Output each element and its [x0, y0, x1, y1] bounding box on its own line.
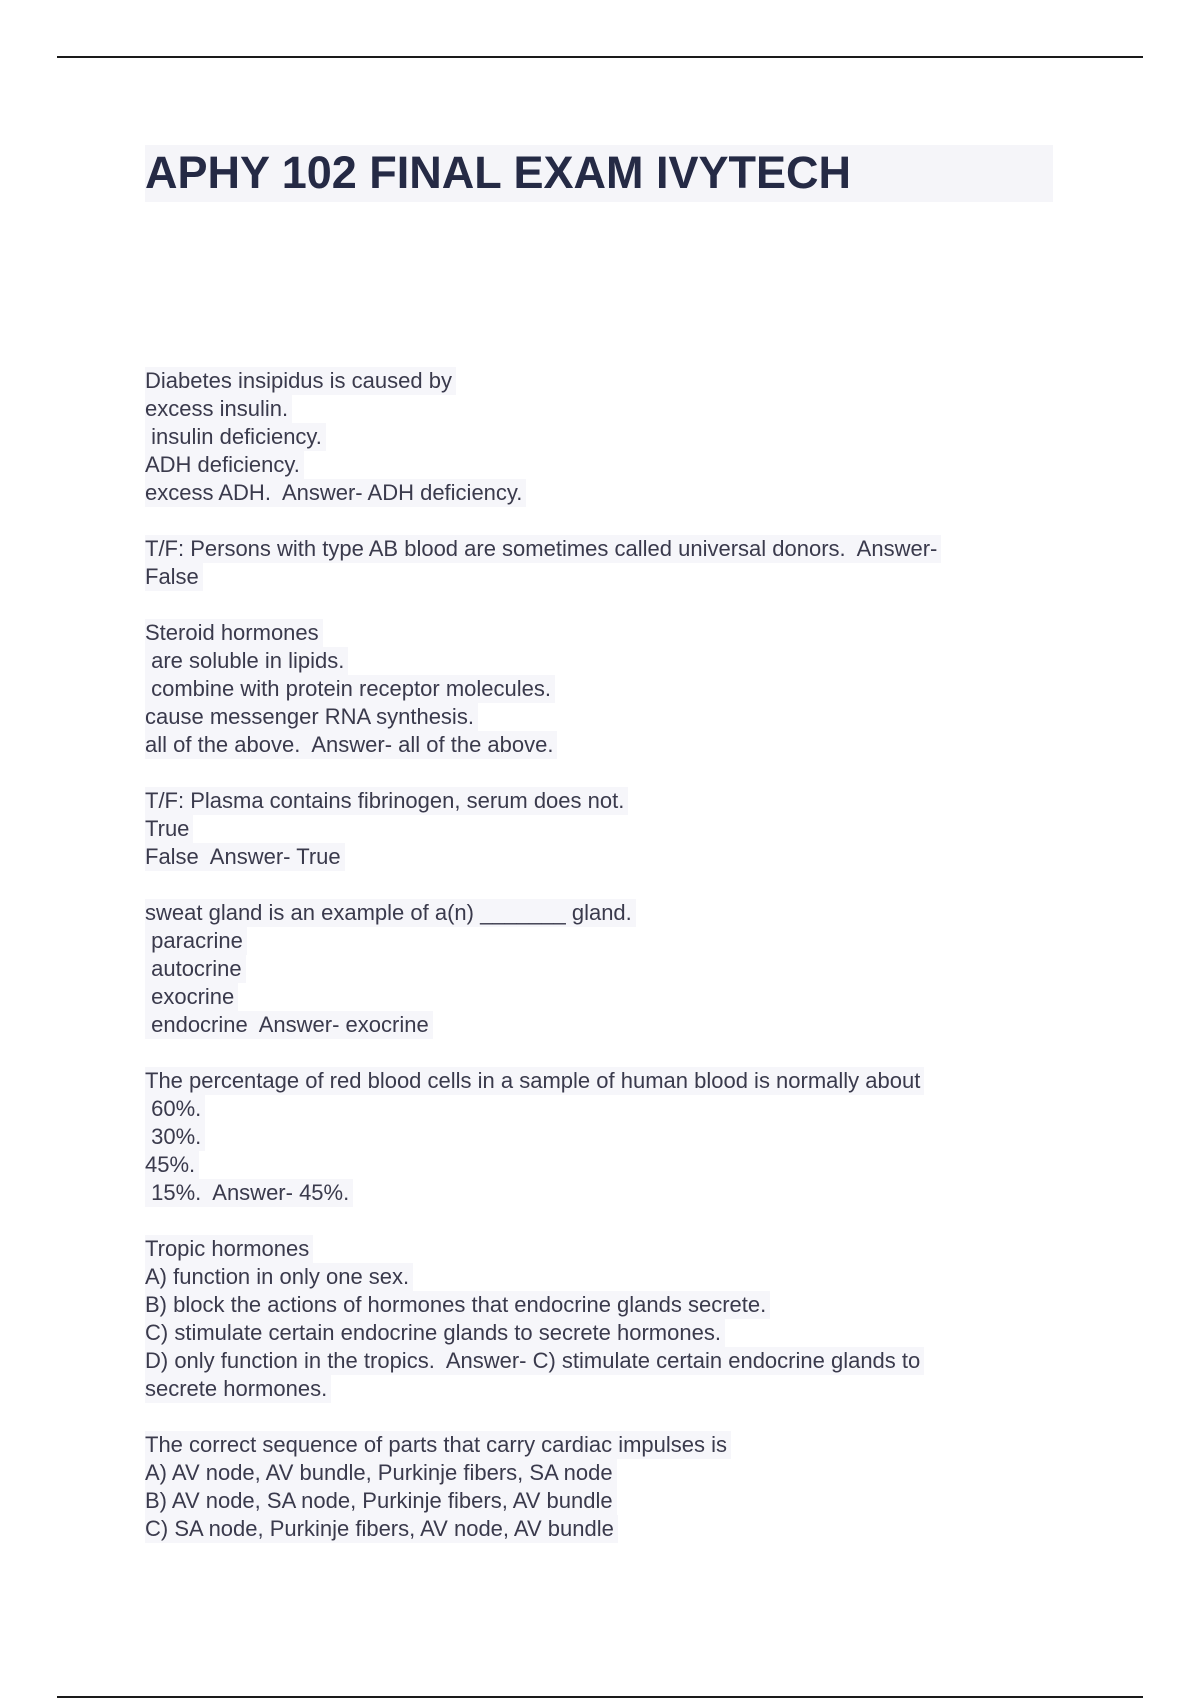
question-line: T/F: Plasma contains fibrinogen, serum does not. [145, 787, 628, 815]
answer-line: excess ADH. Answer- ADH deficiency. [145, 479, 526, 507]
answer-line: secrete hormones. [145, 1375, 331, 1403]
answer-line: 15%. Answer- 45%. [145, 1179, 353, 1207]
bottom-rule [57, 1696, 1143, 1698]
question-block [145, 367, 1045, 507]
option-line: C) SA node, Purkinje fibers, AV node, AV bundle [145, 1515, 618, 1543]
option-line: True [145, 815, 193, 843]
question-block [145, 899, 1045, 1039]
option-line: B) block the actions of hormones that endocrine glands secrete. [145, 1291, 770, 1319]
option-line: exocrine [145, 983, 238, 1011]
option-line: cause messenger RNA synthesis. [145, 703, 478, 731]
option-line: A) function in only one sex. [145, 1263, 413, 1291]
answer-line: False Answer- True [145, 843, 345, 871]
option-line: combine with protein receptor molecules. [145, 675, 555, 703]
question-line: Diabetes insipidus is caused by [145, 367, 456, 395]
option-line: C) stimulate certain endocrine glands to secrete hormones. [145, 1319, 725, 1347]
answer-line: all of the above. Answer- all of the above. [145, 731, 557, 759]
option-line: paracrine [145, 927, 247, 955]
answer-line: False [145, 563, 203, 591]
question-block [145, 1067, 1045, 1207]
option-line: 60%. [145, 1095, 205, 1123]
answer-line: D) only function in the tropics. Answer- C) stimulate certain endocrine glands to [145, 1347, 924, 1375]
question-block [145, 787, 1045, 871]
question-block [145, 535, 1045, 591]
option-line: insulin deficiency. [145, 423, 326, 451]
question-block [145, 1431, 1045, 1543]
question-line: The percentage of red blood cells in a sample of human blood is normally about [145, 1067, 924, 1095]
question-list [145, 367, 1045, 1571]
option-line: are soluble in lipids. [145, 647, 348, 675]
answer-line: endocrine Answer- exocrine [145, 1011, 433, 1039]
question-line: Tropic hormones [145, 1235, 313, 1263]
option-line: 30%. [145, 1123, 205, 1151]
question-line: T/F: Persons with type AB blood are sometimes called universal donors. Answer- [145, 535, 941, 563]
question-line: The correct sequence of parts that carry cardiac impulses is [145, 1431, 731, 1459]
top-rule [57, 56, 1143, 58]
option-line: autocrine [145, 955, 246, 983]
question-line: Steroid hormones [145, 619, 323, 647]
option-line: A) AV node, AV bundle, Purkinje fibers, SA node [145, 1459, 617, 1487]
question-block [145, 1235, 1045, 1403]
document-title: APHY 102 FINAL EXAM IVYTECH [145, 147, 852, 198]
option-line: excess insulin. [145, 395, 292, 423]
question-line: sweat gland is an example of a(n) _______ gland. [145, 899, 636, 927]
option-line: B) AV node, SA node, Purkinje fibers, AV bundle [145, 1487, 617, 1515]
option-line: ADH deficiency. [145, 451, 304, 479]
option-line: 45%. [145, 1151, 199, 1179]
question-block [145, 619, 1045, 759]
